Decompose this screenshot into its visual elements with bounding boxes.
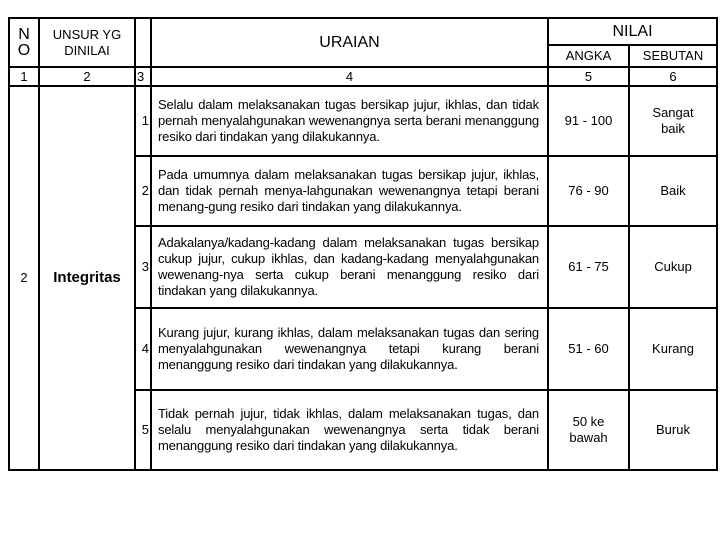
row-uraian: Pada umumnya dalam melaksanakan tugas bersikap jujur, ikhlas, dan tidak pernah menya-lahgunakan wewenangnya tetapi berani menang-gung resiko dari tindakan yang dilakukannya. bbox=[151, 156, 548, 226]
row-index: 2 bbox=[135, 156, 151, 226]
row-uraian: Selalu dalam melaksanakan tugas bersikap jujur, ikhlas, dan tidak pernah menyalahgunakan wewenangnya serta berani menanggung resiko dari tindakan yang dilakukannya. bbox=[151, 86, 548, 156]
row-uraian: Kurang jujur, kurang ikhlas, dalam melaksanakan tugas dan sering menyalahgunakan wewenangnya tetapi kurang berani menanggung resiko dari tindakan yang dilakukannya. bbox=[151, 308, 548, 390]
row-index: 3 bbox=[135, 226, 151, 308]
row-sebutan: Buruk bbox=[629, 390, 717, 470]
header-nilai: NILAI bbox=[548, 18, 717, 45]
column-number: 2 bbox=[39, 67, 135, 86]
row-sebutan: Kurang bbox=[629, 308, 717, 390]
header-angka: ANGKA bbox=[548, 45, 629, 67]
group-no: 2 bbox=[9, 86, 39, 470]
assessment-table bbox=[8, 17, 718, 471]
row-sebutan: Baik bbox=[629, 156, 717, 226]
header-uraian: URAIAN bbox=[151, 18, 548, 67]
column-number: 5 bbox=[548, 67, 629, 86]
row-angka: 50 ke bawah bbox=[548, 390, 629, 470]
row-angka: 61 - 75 bbox=[548, 226, 629, 308]
column-number: 3 bbox=[135, 67, 151, 86]
row-index: 1 bbox=[135, 86, 151, 156]
row-sebutan: Cukup bbox=[629, 226, 717, 308]
column-number: 1 bbox=[9, 67, 39, 86]
header-unsur: UNSUR YG DINILAI bbox=[39, 18, 135, 67]
row-index: 5 bbox=[135, 390, 151, 470]
row-sebutan: Sangat baik bbox=[629, 86, 717, 156]
column-number: 6 bbox=[629, 67, 717, 86]
row-uraian: Tidak pernah jujur, tidak ikhlas, dalam melaksanakan tugas, dan selalu menyalahgunakan wewenangnya serta tidak berani menanggung resiko dari tindakan yang dilakukannya. bbox=[151, 390, 548, 470]
header-no: N O bbox=[9, 18, 39, 67]
table-row bbox=[9, 86, 717, 156]
row-uraian: Adakalanya/kadang-kadang dalam melaksanakan tugas bersikap cukup jujur, cukup ikhlas, dan kadang-kadang menyalahgunakan wewenang-nya serta cukup berani menanggung resiko dari tindakan yang dilakukannya. bbox=[151, 226, 548, 308]
row-index: 4 bbox=[135, 308, 151, 390]
row-angka: 91 - 100 bbox=[548, 86, 629, 156]
header-sebutan: SEBUTAN bbox=[629, 45, 717, 67]
row-angka: 76 - 90 bbox=[548, 156, 629, 226]
row-angka: 51 - 60 bbox=[548, 308, 629, 390]
column-number: 4 bbox=[151, 67, 548, 86]
group-unsur: Integritas bbox=[39, 86, 135, 470]
header-sub-index bbox=[135, 18, 151, 67]
